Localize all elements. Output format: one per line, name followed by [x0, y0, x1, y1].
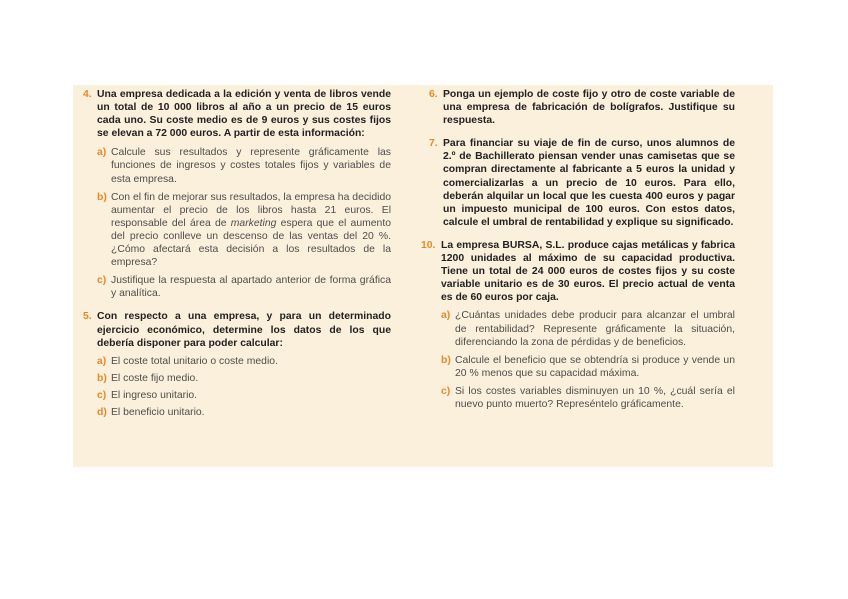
exercise-part: [97, 355, 391, 368]
exercise-statement: Una empresa dedicada a la edición y venta de libros vende un total de 10 000 libros al año a un precio de 15 euros cada uno. Su coste medio es de 9 euros y sus costes fijos se elevan a 72 000 euros. A partir de esta información:: [97, 89, 391, 140]
exercise-part: [97, 372, 391, 385]
part-letter: d): [97, 406, 107, 418]
part-text: ¿Cuántas unidades debe producir para alcanzar el umbral de rentabilidad? Represente gráficamente la situación, diferenciando la zona de pérdidas y de beneficios.: [455, 310, 735, 348]
part-letter: b): [441, 354, 451, 366]
exercise-number: 7.: [429, 138, 438, 150]
exercise-5: [83, 310, 391, 419]
exercise-part: [97, 406, 391, 419]
right-column: [421, 88, 735, 411]
exercise-part: [441, 385, 735, 411]
exercise-part: [97, 389, 391, 402]
exercise-number: 5.: [83, 311, 92, 323]
part-text: El coste total unitario o coste medio.: [111, 355, 278, 367]
exercise-4: [83, 88, 391, 300]
exercise-statement: Para financiar su viaje de fin de curso, unos alumnos de 2.º de Bachillerato piensan vender unas camisetas que se compran directamente al fabricante a 5 euros la unidad y comercializarlas a un precio de 10 euros. Para ello, deberán alquilar un local que les cuesta 400 euros y pagar un impuesto municipal de 100 euros. Con estos datos, calcule el umbral de rentabilidad y explique su significado.: [443, 138, 735, 228]
part-text: El beneficio unitario.: [111, 406, 205, 418]
part-text-italic: marketing: [230, 217, 277, 229]
exercise-part: [441, 354, 735, 380]
part-text: Justifique la respuesta al apartado anterior de forma gráfica y analítica.: [111, 275, 391, 300]
exercise-7: [429, 137, 735, 229]
exercise-part: [441, 309, 735, 348]
exercise-number: 10.: [421, 239, 436, 251]
part-letter: b): [97, 372, 107, 384]
exercise-statement: Ponga un ejemplo de coste fijo y otro de coste variable de una empresa de fabricación de bolígrafos. Justifique su respuesta.: [443, 89, 735, 127]
exercise-part: [97, 146, 391, 185]
exercise-number: 4.: [83, 89, 92, 100]
part-text: El ingreso unitario.: [111, 389, 198, 401]
exercise-part: [97, 191, 391, 270]
part-letter: c): [97, 389, 107, 401]
part-text: Con el fin de mejorar sus resultados, la empresa ha decidido aumentar el precio de los libros hasta 21 euros. El responsable del área de: [111, 191, 391, 229]
part-letter: a): [441, 310, 451, 322]
part-letter: c): [97, 275, 107, 287]
part-letter: a): [97, 355, 107, 367]
part-text: Si los costes variables disminuyen un 10 %, ¿cuál sería el nuevo punto muerto? Represéntelo gráficamente.: [455, 385, 735, 410]
part-letter: b): [97, 191, 107, 203]
exercise-part: [97, 274, 391, 300]
exercise-statement: Con respecto a una empresa, y para un determinado ejercicio económico, determine los datos de los que debería disponer para poder calcular:: [97, 311, 391, 349]
exercise-number: 6.: [429, 89, 438, 100]
exercise-6: [429, 88, 735, 127]
exercise-10: [421, 239, 735, 411]
exercise-statement: La empresa BURSA, S.L. produce cajas metálicas y fabrica 1200 unidades al máximo de su capacidad productiva. Tiene un total de 24 000 euros de costes fijos y su coste variable unitario es de 30 euros. El precio actual de venta es de 60 euros por caja.: [441, 239, 735, 304]
part-letter: a): [97, 147, 107, 159]
part-text: Calcule el beneficio que se obtendría si produce y vende un 20 % menos que su capacidad máxima.: [455, 354, 735, 379]
part-letter: c): [441, 385, 451, 397]
left-column: [83, 88, 391, 419]
part-text: Calcule sus resultados y represente gráficamente las funciones de ingresos y costes totales fijos y variables de esta empresa.: [111, 147, 391, 185]
part-text-continued: espera que el aumento del precio conlleve un descenso de las ventas del 20 %. ¿Cómo afectará esta decisión a los resultados de la empresa?: [111, 217, 391, 269]
exercise-panel: [73, 85, 773, 467]
part-text: El coste fijo medio.: [111, 372, 199, 384]
